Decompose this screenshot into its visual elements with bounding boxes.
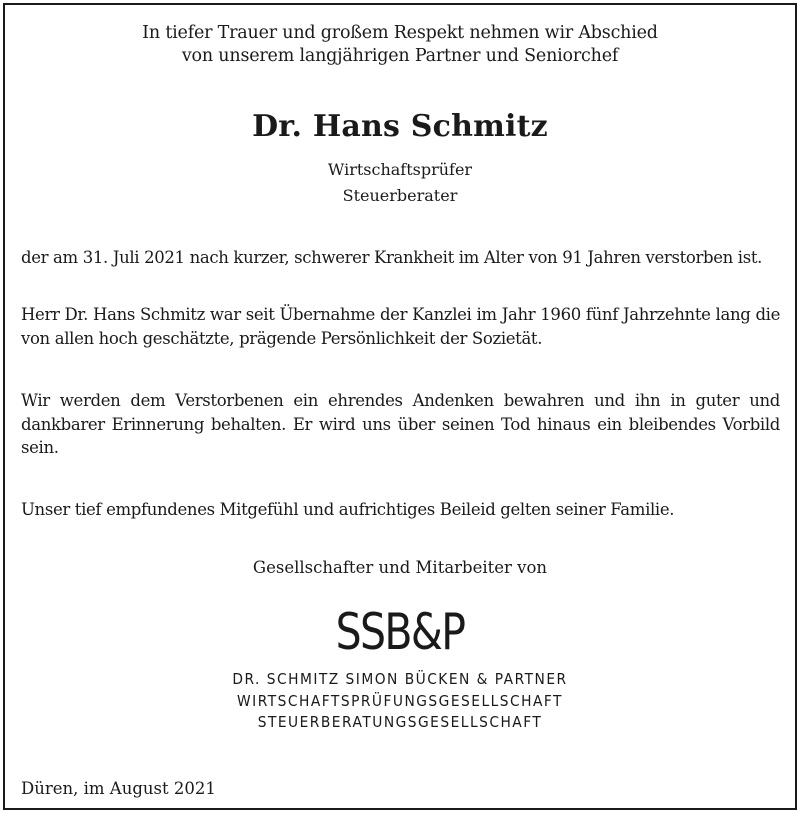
intro-line-1: In tiefer Trauer und großem Respekt nehmen wir Abschied: [142, 23, 658, 43]
paragraph-condolences: Unser tief empfundenes Mitgefühl und aufrichtiges Beileid gelten seiner Familie.: [21, 500, 675, 519]
deceased-name: Dr. Hans Schmitz: [252, 109, 548, 144]
firm-name-block: [5, 669, 795, 734]
place-date: Düren, im August 2021: [21, 779, 216, 798]
signoff-text: Gesellschafter und Mitarbeiter von: [252, 558, 548, 577]
paragraph-death-notice: der am 31. Juli 2021 nach kurzer, schwerer Krankheit im Alter von 91 Jahren verstorben ist.: [21, 248, 763, 267]
paragraph-career: Herr Dr. Hans Schmitz war seit Übernahme der Kanzlei im Jahr 1960 fünf Jahrzehnte lang die von allen hoch geschätzte, prägende Persönlichkeit der Sozietät.: [21, 305, 780, 348]
firm-logo: SSB&P: [335, 603, 465, 661]
intro-text: [5, 22, 795, 68]
intro-line-2: von unserem langjährigen Partner und Seniorchef: [181, 46, 619, 66]
obituary-frame: [3, 3, 797, 810]
deceased-title-1: Wirtschaftsprüfer: [327, 160, 473, 179]
firm-name-line-2: WIRTSCHAFTSPRÜFUNGSGESELLSCHAFT: [237, 691, 563, 710]
deceased-title-2: Steuerberater: [342, 186, 458, 205]
firm-name-line-3: STEUERBERATUNGSGESELLSCHAFT: [257, 713, 543, 731]
deceased-titles: [5, 157, 795, 209]
firm-name-line-1: DR. SCHMITZ SIMON BÜCKEN & PARTNER: [232, 670, 568, 688]
paragraph-remembrance: Wir werden dem Verstorbenen ein ehrendes Andenken bewahren und ihn in guter und dankbarer Erinnerung behalten. Er wird uns über seinen Tod hinaus ein bleibendes Vorbild sein.: [21, 391, 780, 457]
